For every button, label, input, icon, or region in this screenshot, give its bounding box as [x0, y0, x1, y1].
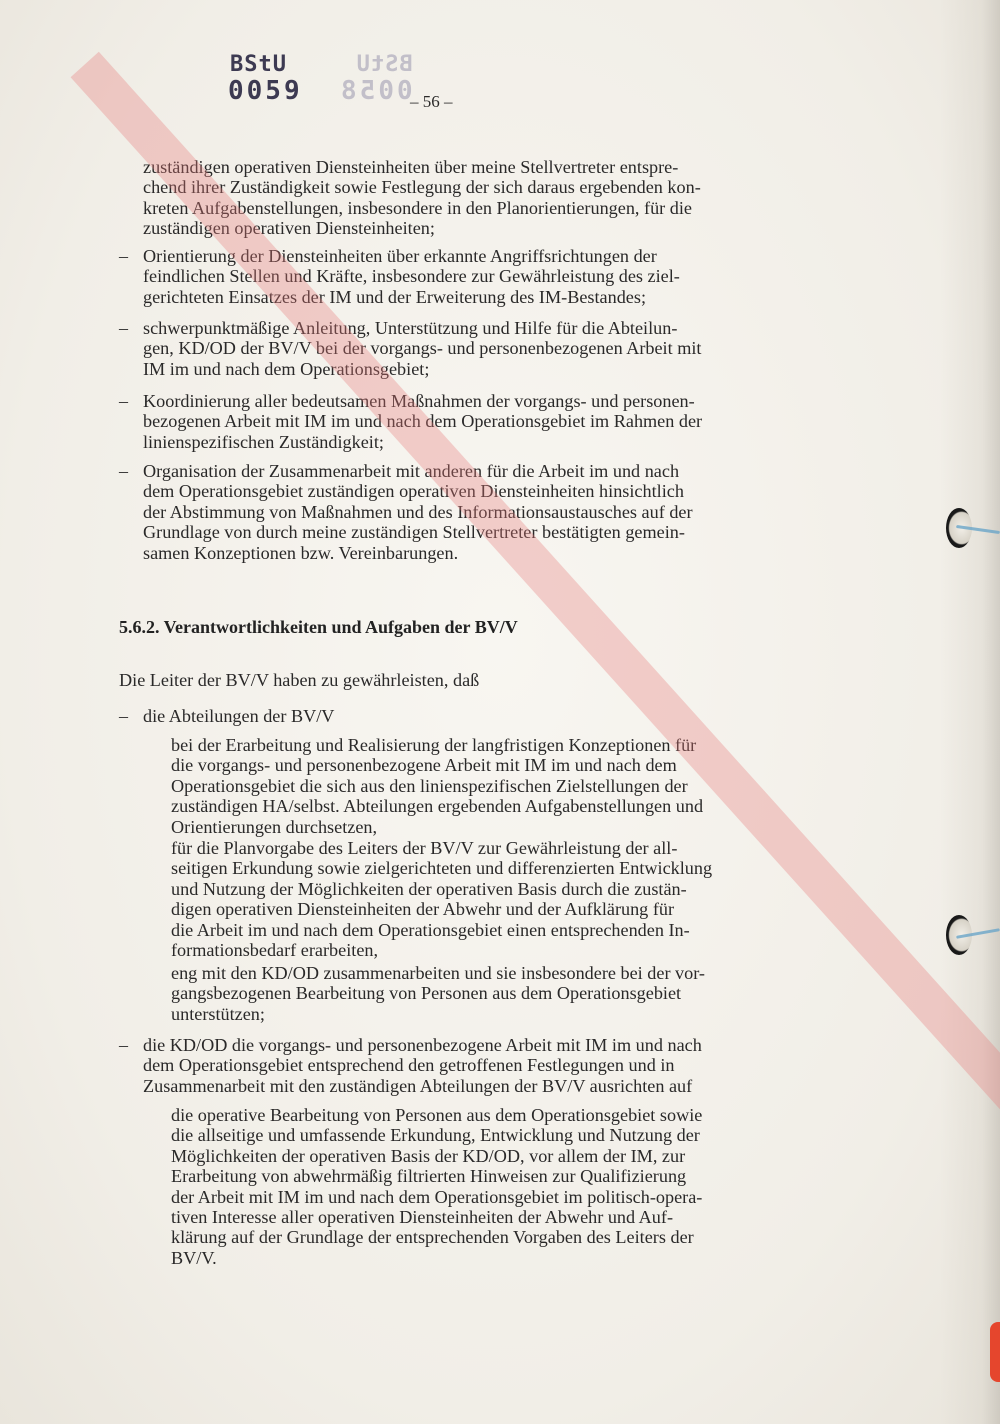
archive-stamp — [230, 52, 303, 104]
line: gerichteten Einsatzes der IM und der Erweiterung des IM-Bestandes; — [143, 286, 647, 307]
page-number: – 56 – — [410, 92, 453, 111]
line: Möglichkeiten der operativen Basis der KD/OD, vor allem der IM, zur — [171, 1145, 686, 1166]
line: Erarbeitung von abwehrmäßig filtrierten Hinweisen zur Qualifizierung — [171, 1166, 687, 1187]
line: bezogenen Arbeit mit IM im und nach dem Operationsgebiet im Rahmen der — [143, 411, 703, 432]
line: Organisation der Zusammenarbeit mit anderen für die Arbeit im und nach — [143, 461, 680, 481]
page-fold-shadow — [940, 0, 1000, 1424]
list-dash: – — [119, 391, 128, 411]
sub-item-zusammenarbeit — [171, 963, 761, 1024]
intro-sentence: Die Leiter der BV/V haben zu gewährleisten, daß — [119, 670, 480, 690]
line: tiven Interesse aller operativen Diensteinheiten der Abwehr und Auf- — [171, 1207, 674, 1228]
line: dem Operationsgebiet entsprechend den getroffenen Festlegungen und in — [143, 1055, 675, 1076]
list-dash: – — [119, 1035, 128, 1055]
line: die KD/OD die vorgangs- und personenbezogene Arbeit mit IM im und nach — [143, 1035, 702, 1055]
line: Koordinierung aller bedeutsamen Maßnahmen der vorgangs- und personen- — [143, 391, 695, 411]
line: Grundlage von durch meine zuständigen Stellvertreter bestätigten gemein- — [143, 522, 685, 543]
ghost-stamp-line-1: BStU — [355, 52, 413, 77]
line: die Arbeit im und nach dem Operationsgebiet einen entsprechenden In- — [171, 919, 690, 940]
ghost-stamp-line-2: 0058 — [338, 76, 413, 106]
line: Zusammenarbeit mit den zuständigen Abteilungen der BV/V ausrichten auf — [143, 1075, 693, 1096]
line: klärung auf der Grundlage der entsprechenden Vorgaben des Leiters der — [171, 1227, 694, 1248]
list-dash: – — [119, 318, 128, 338]
section-heading: 5.6.2. Verantwortlichkeiten und Aufgaben der BV/V — [119, 617, 518, 637]
line: bei der Erarbeitung und Realisierung der langfristigen Konzeptionen für — [171, 735, 697, 755]
line: die allseitige und umfassende Erkundung, Entwicklung und Nutzung der — [171, 1125, 700, 1146]
list-dash: – — [119, 461, 128, 481]
line: dem Operationsgebiet zuständigen operativen Diensteinheiten hinsichtlich — [143, 481, 684, 502]
line: BV/V. — [171, 1247, 217, 1268]
line: die operative Bearbeitung von Personen aus dem Operationsgebiet sowie — [171, 1105, 703, 1125]
line: zuständigen operativen Diensteinheiten; — [143, 218, 435, 239]
sub-item-planvorgabe — [171, 838, 761, 960]
line: feindlichen Stellen und Kräfte, insbesondere zur Gewährleistung des ziel- — [143, 266, 680, 287]
line: samen Konzeptionen bzw. Vereinbarungen. — [143, 542, 459, 563]
line: der Arbeit mit IM im und nach dem Operationsgebiet im politisch-opera- — [171, 1186, 703, 1207]
list-item-anleitung — [143, 318, 763, 379]
line: seitigen Erkundung sowie zielgerichteten und differenzierten Entwicklung — [171, 858, 713, 879]
line: zuständigen operativen Diensteinheiten über meine Stellvertreter entspre- — [143, 157, 679, 177]
line: Operationsgebiet die sich aus den linienspezifischen Zielstellungen der — [171, 775, 688, 796]
list-item-koordinierung — [143, 391, 763, 452]
line: eng mit den KD/OD zusammenarbeiten und sie insbesondere bei der vor- — [171, 963, 705, 983]
list-item-kd-od — [143, 1035, 763, 1096]
line: Orientierung der Diensteinheiten über erkannte Angriffsrichtungen der — [143, 246, 657, 266]
list-dash: – — [119, 246, 128, 266]
stamp-line-2: 0059 — [228, 76, 303, 106]
line: für die Planvorgabe des Leiters der BV/V zur Gewährleistung der all- — [171, 838, 678, 858]
line: Orientierungen durchsetzen, — [171, 816, 378, 837]
line: gen, KD/OD der BV/V bei der vorgangs- und personenbezogenen Arbeit mit — [143, 338, 702, 359]
red-tab-marker — [990, 1322, 1000, 1382]
line: IM im und nach dem Operationsgebiet; — [143, 358, 430, 379]
sub-item-bearbeitung — [171, 1105, 761, 1268]
line: und Nutzung der Möglichkeiten der operativen Basis durch die zustän- — [171, 878, 687, 899]
line: die vorgangs- und personenbezogene Arbeit mit IM im und nach dem — [171, 755, 677, 776]
stamp-line-1: BStU — [230, 52, 287, 77]
line: unterstützen; — [171, 1003, 265, 1024]
line: chend ihrer Zuständigkeit sowie Festlegung der sich daraus ergebenden kon- — [143, 177, 701, 198]
archive-stamp-ghost — [338, 52, 413, 104]
line: kreten Aufgabenstellungen, insbesondere in den Planorientierungen, für die — [143, 197, 692, 218]
line: zuständigen HA/selbst. Abteilungen ergebenden Aufgabenstellungen und — [171, 796, 704, 817]
line: linienspezifischen Zuständigkeit; — [143, 431, 384, 452]
line: digen operativen Diensteinheiten der Abwehr und der Aufklärung für — [171, 899, 675, 920]
line: gangsbezogenen Bearbeitung von Personen aus dem Operationsgebiet — [171, 983, 682, 1004]
line: formationsbedarf erarbeiten, — [171, 940, 379, 961]
list-dash: – — [119, 706, 128, 726]
line: der Abstimmung von Maßnahmen und des Informationsaustausches auf der — [143, 501, 693, 522]
sub-item-erarbeitung — [171, 735, 761, 837]
line: schwerpunktmäßige Anleitung, Unterstützung und Hilfe für die Abteilun- — [143, 318, 678, 338]
list-item-abteilungen: die Abteilungen der BV/V — [143, 706, 335, 726]
